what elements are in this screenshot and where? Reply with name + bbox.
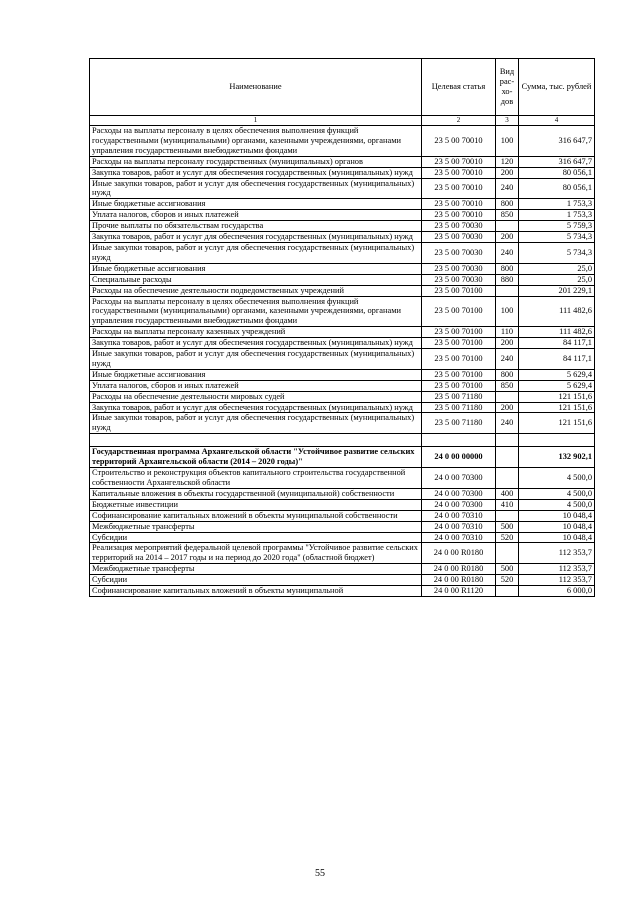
cell-target-article: 24 0 00 70310 — [422, 532, 496, 543]
cell-target-article: 24 0 00 70300 — [422, 499, 496, 510]
cell-target-article: 23 5 00 70010 — [422, 210, 496, 221]
cell-target-article: 23 5 00 71180 — [422, 402, 496, 413]
cell-sum: 112 353,7 — [519, 575, 595, 586]
cell-sum: 5 759,3 — [519, 221, 595, 232]
cell-target-article: 24 0 00 R1120 — [422, 586, 496, 597]
cell-target-article: 23 5 00 70030 — [422, 242, 496, 263]
cell-target-article: 24 0 00 70310 — [422, 521, 496, 532]
cell-target-article: 23 5 00 70030 — [422, 263, 496, 274]
cell-target-article: 23 5 00 70010 — [422, 167, 496, 178]
cell-expense-type: 200 — [496, 232, 519, 243]
cell-target-article: 23 5 00 71180 — [422, 391, 496, 402]
cell-expense-type: 240 — [496, 178, 519, 199]
table-row — [90, 391, 595, 402]
table-row — [90, 178, 595, 199]
cell-name: Уплата налогов, сборов и иных платежей — [90, 380, 422, 391]
table-row — [90, 285, 595, 296]
cell-target-article: 23 5 00 70010 — [422, 178, 496, 199]
cell-expense-type — [496, 468, 519, 489]
cell-name: Расходы на выплаты персоналу казенных учреждений — [90, 327, 422, 338]
cell-sum: 80 056,1 — [519, 167, 595, 178]
table-row — [90, 413, 595, 434]
cell-expense-type: 880 — [496, 274, 519, 285]
cell-name: Субсидии — [90, 532, 422, 543]
table-row — [90, 369, 595, 380]
cell-sum: 111 482,6 — [519, 296, 595, 327]
cell-target-article: 23 5 00 70030 — [422, 274, 496, 285]
cell-name: Бюджетные инвестиции — [90, 499, 422, 510]
header-sum: Сумма, тыс. рублей — [519, 59, 595, 116]
cell-name: Реализация мероприятий федеральной целевой программы "Устойчивое развитие сельских территорий на 2014 – 2017 годы и на период до 2020 года" (областной бюджет) — [90, 543, 422, 564]
cell-expense-type: 240 — [496, 242, 519, 263]
cell-target-article: 23 5 00 70100 — [422, 327, 496, 338]
cell-name: Иные закупки товаров, работ и услуг для обеспечения государственных (муниципальных) нужд — [90, 178, 422, 199]
cell-name: Уплата налогов, сборов и иных платежей — [90, 210, 422, 221]
cell-target-article: 24 0 00 70310 — [422, 510, 496, 521]
table-row — [90, 575, 595, 586]
cell-expense-type: 850 — [496, 210, 519, 221]
table-row — [90, 210, 595, 221]
cell-expense-type: 520 — [496, 575, 519, 586]
table-row — [90, 242, 595, 263]
cell-sum: 5 629,4 — [519, 380, 595, 391]
cell-expense-type: 400 — [496, 488, 519, 499]
cell-sum: 6 000,0 — [519, 586, 595, 597]
cell-target-article — [422, 434, 496, 447]
cell-expense-type: 800 — [496, 263, 519, 274]
column-number: 3 — [496, 116, 519, 126]
cell-name: Межбюджетные трансферты — [90, 521, 422, 532]
cell-sum: 111 482,6 — [519, 327, 595, 338]
table-row — [90, 521, 595, 532]
column-number: 2 — [422, 116, 496, 126]
table-row — [90, 232, 595, 243]
cell-name: Иные закупки товаров, работ и услуг для обеспечения государственных (муниципальных) нужд — [90, 413, 422, 434]
cell-target-article: 24 0 00 70300 — [422, 488, 496, 499]
cell-sum: 201 229,1 — [519, 285, 595, 296]
cell-expense-type — [496, 391, 519, 402]
table-row — [90, 447, 595, 468]
cell-name: Иные бюджетные ассигнования — [90, 199, 422, 210]
cell-target-article: 23 5 00 70010 — [422, 199, 496, 210]
cell-name: Прочие выплаты по обязательствам государства — [90, 221, 422, 232]
cell-expense-type: 850 — [496, 380, 519, 391]
cell-sum: 80 056,1 — [519, 178, 595, 199]
cell-sum: 4 500,0 — [519, 468, 595, 489]
table-row — [90, 532, 595, 543]
cell-name: Закупка товаров, работ и услуг для обеспечения государственных (муниципальных) нужд — [90, 167, 422, 178]
cell-name: Иные бюджетные ассигнования — [90, 263, 422, 274]
cell-name: Закупка товаров, работ и услуг для обеспечения государственных (муниципальных) нужд — [90, 338, 422, 349]
cell-name: Закупка товаров, работ и услуг для обеспечения государственных (муниципальных) нужд — [90, 232, 422, 243]
table-row — [90, 274, 595, 285]
cell-expense-type: 800 — [496, 369, 519, 380]
table-row — [90, 510, 595, 521]
cell-target-article: 23 5 00 70030 — [422, 221, 496, 232]
cell-expense-type: 520 — [496, 532, 519, 543]
table-row — [90, 263, 595, 274]
cell-sum: 25,0 — [519, 263, 595, 274]
cell-sum: 5 734,3 — [519, 232, 595, 243]
cell-sum: 10 048,4 — [519, 510, 595, 521]
cell-sum: 5 629,4 — [519, 369, 595, 380]
cell-expense-type: 100 — [496, 126, 519, 157]
cell-target-article: 24 0 00 R0180 — [422, 564, 496, 575]
cell-name: Специальные расходы — [90, 274, 422, 285]
cell-sum: 121 151,6 — [519, 402, 595, 413]
cell-target-article: 23 5 00 71180 — [422, 413, 496, 434]
table-row — [90, 488, 595, 499]
cell-name: Расходы на обеспечение деятельности подведомственных учреждений — [90, 285, 422, 296]
cell-target-article: 23 5 00 70010 — [422, 126, 496, 157]
cell-expense-type: 200 — [496, 167, 519, 178]
cell-expense-type: 500 — [496, 521, 519, 532]
cell-name: Софинансирование капитальных вложений в объекты муниципальной — [90, 586, 422, 597]
cell-name: Расходы на выплаты персоналу в целях обеспечения выполнения функций государственными (муниципальными) органами, казенными учреждениями, органами управления государственными внебюджетными фондами — [90, 296, 422, 327]
cell-expense-type: 110 — [496, 327, 519, 338]
cell-target-article: 23 5 00 70100 — [422, 369, 496, 380]
table-row — [90, 380, 595, 391]
cell-sum: 121 151,6 — [519, 413, 595, 434]
table-row — [90, 434, 595, 447]
cell-name: Софинансирование капитальных вложений в объекты муниципальной собственности — [90, 510, 422, 521]
table-row — [90, 402, 595, 413]
cell-name: Субсидии — [90, 575, 422, 586]
cell-sum: 10 048,4 — [519, 521, 595, 532]
cell-name: Иные бюджетные ассигнования — [90, 369, 422, 380]
cell-sum: 84 117,1 — [519, 338, 595, 349]
cell-sum: 4 500,0 — [519, 499, 595, 510]
cell-name: Расходы на выплаты персоналу государственных (муниципальных) органов — [90, 156, 422, 167]
cell-name: Расходы на выплаты персоналу в целях обеспечения выполнения функций государственными (муниципальными) органами, казенными учреждениями, органами управления государственными внебюджетными фондами — [90, 126, 422, 157]
cell-expense-type — [496, 285, 519, 296]
cell-expense-type — [496, 221, 519, 232]
cell-target-article: 23 5 00 70010 — [422, 156, 496, 167]
table-row — [90, 586, 595, 597]
cell-sum: 132 902,1 — [519, 447, 595, 468]
cell-expense-type — [496, 543, 519, 564]
cell-expense-type: 240 — [496, 413, 519, 434]
cell-expense-type: 800 — [496, 199, 519, 210]
header-row — [90, 59, 595, 116]
table-row — [90, 156, 595, 167]
cell-target-article: 23 5 00 70100 — [422, 296, 496, 327]
page-number: 55 — [315, 868, 325, 879]
cell-expense-type: 410 — [496, 499, 519, 510]
cell-target-article: 24 0 00 00000 — [422, 447, 496, 468]
cell-expense-type: 100 — [496, 296, 519, 327]
table-row — [90, 499, 595, 510]
header-expense-type: Вид рас-хо-дов — [496, 59, 519, 116]
cell-name: Капитальные вложения в объекты государственной (муниципальной) собственности — [90, 488, 422, 499]
cell-sum: 316 647,7 — [519, 126, 595, 157]
cell-expense-type: 500 — [496, 564, 519, 575]
cell-sum: 4 500,0 — [519, 488, 595, 499]
table-row — [90, 296, 595, 327]
cell-sum: 5 734,3 — [519, 242, 595, 263]
cell-sum: 25,0 — [519, 274, 595, 285]
cell-target-article: 24 0 00 R0180 — [422, 575, 496, 586]
table-row — [90, 468, 595, 489]
cell-expense-type — [496, 447, 519, 468]
cell-target-article: 23 5 00 70100 — [422, 380, 496, 391]
table-body — [90, 126, 595, 597]
budget-table — [89, 58, 595, 597]
cell-target-article: 23 5 00 70030 — [422, 232, 496, 243]
cell-sum: 10 048,4 — [519, 532, 595, 543]
cell-target-article: 24 0 00 70300 — [422, 468, 496, 489]
cell-target-article: 23 5 00 70100 — [422, 285, 496, 296]
header-target-article: Целевая статья — [422, 59, 496, 116]
table-header — [90, 59, 595, 126]
header-name: Наименование — [90, 59, 422, 116]
table-row — [90, 543, 595, 564]
cell-expense-type: 200 — [496, 402, 519, 413]
cell-name: Иные закупки товаров, работ и услуг для обеспечения государственных (муниципальных) нужд — [90, 349, 422, 370]
cell-name — [90, 434, 422, 447]
cell-target-article: 23 5 00 70100 — [422, 338, 496, 349]
table-row — [90, 199, 595, 210]
cell-sum: 1 753,3 — [519, 199, 595, 210]
cell-sum: 316 647,7 — [519, 156, 595, 167]
cell-expense-type: 120 — [496, 156, 519, 167]
cell-name: Межбюджетные трансферты — [90, 564, 422, 575]
column-number: 1 — [90, 116, 422, 126]
cell-expense-type: 200 — [496, 338, 519, 349]
table-row — [90, 327, 595, 338]
cell-name: Строительство и реконструкция объектов капитального строительства государственной собственности Архангельской области — [90, 468, 422, 489]
cell-sum: 1 753,3 — [519, 210, 595, 221]
cell-expense-type — [496, 434, 519, 447]
cell-sum — [519, 434, 595, 447]
cell-sum: 84 117,1 — [519, 349, 595, 370]
cell-name: Закупка товаров, работ и услуг для обеспечения государственных (муниципальных) нужд — [90, 402, 422, 413]
table-row — [90, 126, 595, 157]
cell-sum: 112 353,7 — [519, 543, 595, 564]
cell-target-article: 24 0 00 R0180 — [422, 543, 496, 564]
cell-name: Расходы на обеспечение деятельности мировых судей — [90, 391, 422, 402]
cell-target-article: 23 5 00 70100 — [422, 349, 496, 370]
table-row — [90, 349, 595, 370]
table-row — [90, 338, 595, 349]
cell-name: Государственная программа Архангельской области "Устойчивое развитие сельских территорий Архангельской области (2014 – 2020 годы)" — [90, 447, 422, 468]
table-row — [90, 221, 595, 232]
cell-sum: 112 353,7 — [519, 564, 595, 575]
cell-expense-type: 240 — [496, 349, 519, 370]
table-row — [90, 564, 595, 575]
cell-sum: 121 151,6 — [519, 391, 595, 402]
cell-expense-type — [496, 510, 519, 521]
cell-name: Иные закупки товаров, работ и услуг для обеспечения государственных (муниципальных) нужд — [90, 242, 422, 263]
column-number-row — [90, 116, 595, 126]
table-row — [90, 167, 595, 178]
column-number: 4 — [519, 116, 595, 126]
cell-expense-type — [496, 586, 519, 597]
